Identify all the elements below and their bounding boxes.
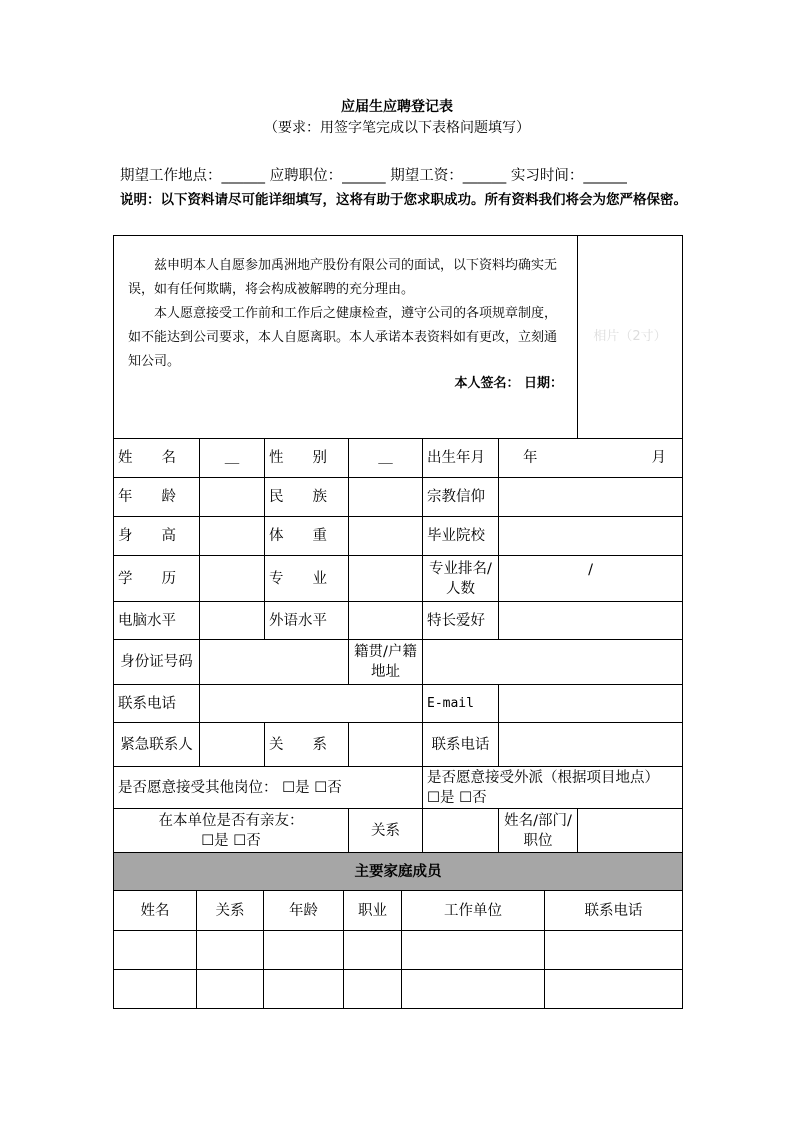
outside-question[interactable] [423,767,683,809]
name-dept-field[interactable] [578,809,683,853]
religion-field[interactable] [499,478,683,517]
religion-label: 宗教信仰 [423,478,499,517]
education-field[interactable] [200,556,265,602]
family-cell[interactable] [264,931,344,970]
family-col-employer: 工作单位 [402,891,545,931]
ethnic-field[interactable] [349,478,423,517]
other-post-question[interactable]: 是否愿意接受其他岗位： ☐是 ☐否 [114,767,423,809]
name-dept-label: 姓名/部门/职位 [499,809,578,853]
family-cell[interactable] [264,970,344,1009]
relatives-label: 在本单位是否有亲友： [158,812,304,829]
emergency-phone-label: 联系电话 [423,723,499,767]
height-field[interactable] [200,517,265,556]
family-section-header: 主要家庭成员 [114,853,683,891]
computer-field[interactable] [200,602,265,640]
photo-box[interactable]: 相片（2寸） [578,236,683,439]
weight-label: 体 重 [265,517,349,556]
email-field[interactable] [499,685,683,723]
birth-month-unit: 月 [651,450,667,466]
outside-label: 是否愿意接受外派（根据项目地点） [427,769,659,786]
rank-field[interactable]: / [499,556,683,602]
phone-label: 联系电话 [114,685,200,723]
computer-label: 电脑水平 [114,602,200,640]
email-label: E-mail [423,685,499,723]
name-field[interactable]: ＿ [200,439,265,478]
registration-form [113,235,683,891]
origin-label: 籍贯/户籍地址 [349,640,423,685]
ethnic-label: 民 族 [265,478,349,517]
emergency-phone-field[interactable] [499,723,683,767]
expectation-line[interactable]: 期望工作地点：______ 应聘职位：______ 期望工资：______ 实习时间：______ [120,168,627,184]
relation-field[interactable] [349,723,423,767]
major-field[interactable] [349,556,423,602]
relatives-relation-label: 关系 [349,809,423,853]
table-row [114,970,683,1009]
family-cell[interactable] [344,931,402,970]
height-label: 身 高 [114,517,200,556]
hobby-field[interactable] [499,602,683,640]
birth-year-unit: 年 [523,450,538,466]
idcard-field[interactable] [200,640,349,685]
rank-label: 专业排名/人数 [423,556,499,602]
family-cell[interactable] [402,970,545,1009]
school-field[interactable] [499,517,683,556]
family-cell[interactable] [114,970,197,1009]
gender-label: 性 别 [265,439,349,478]
phone-field[interactable] [200,685,423,723]
emergency-label: 紧急联系人 [114,723,200,767]
outside-options[interactable]: ☐是 ☐否 [427,789,487,806]
declaration-paragraph-2: 本人愿意接受工作前和工作后之健康检查，遵守公司的各项规章制度，如不能达到公司要求，本人自愿离职。本人承诺本表资料如有更改，立刻通知公司。 [128,306,558,369]
signature-line[interactable]: 本人签名： 日期： [454,376,564,391]
weight-field[interactable] [349,517,423,556]
declaration-cell [114,236,578,439]
family-table [113,890,683,1009]
birth-label: 出生年月 [423,439,499,478]
family-col-name: 姓名 [114,891,197,931]
language-label: 外语水平 [265,602,349,640]
family-cell[interactable] [545,931,683,970]
origin-field[interactable] [423,640,683,685]
table-row [114,931,683,970]
relatives-options[interactable]: ☐是 ☐否 [201,832,261,849]
family-col-relation: 关系 [197,891,264,931]
instruction-note: 说明：以下资料请尽可能详细填写，这将有助于您求职成功。所有资料我们将会为您严格保密。 [120,192,687,208]
family-col-phone: 联系电话 [545,891,683,931]
birth-field[interactable] [499,439,683,478]
family-cell[interactable] [197,970,264,1009]
age-field[interactable] [200,478,265,517]
school-label: 毕业院校 [423,517,499,556]
hobby-label: 特长爱好 [423,602,499,640]
family-col-age: 年龄 [264,891,344,931]
page-subtitle: （要求：用签字笔完成以下表格问题填写） [264,120,530,136]
gender-field[interactable]: ＿ [349,439,423,478]
relatives-relation-field[interactable] [423,809,499,853]
relation-label: 关 系 [265,723,349,767]
major-label: 专 业 [265,556,349,602]
page-title: 应届生应聘登记表 [341,99,453,115]
family-cell[interactable] [114,931,197,970]
education-label: 学 历 [114,556,200,602]
idcard-label: 身份证号码 [114,640,200,685]
age-label: 年 龄 [114,478,200,517]
declaration-paragraph-1: 兹申明本人自愿参加禹洲地产股份有限公司的面试，以下资料均确实无误，如有任何欺瞒，将会构成被解聘的充分理由。 [128,258,558,297]
family-cell[interactable] [344,970,402,1009]
family-col-job: 职业 [344,891,402,931]
language-field[interactable] [349,602,423,640]
family-cell[interactable] [197,931,264,970]
emergency-field[interactable] [200,723,265,767]
name-label: 姓 名 [114,439,200,478]
relatives-question[interactable] [114,809,349,853]
family-cell[interactable] [545,970,683,1009]
family-cell[interactable] [402,931,545,970]
